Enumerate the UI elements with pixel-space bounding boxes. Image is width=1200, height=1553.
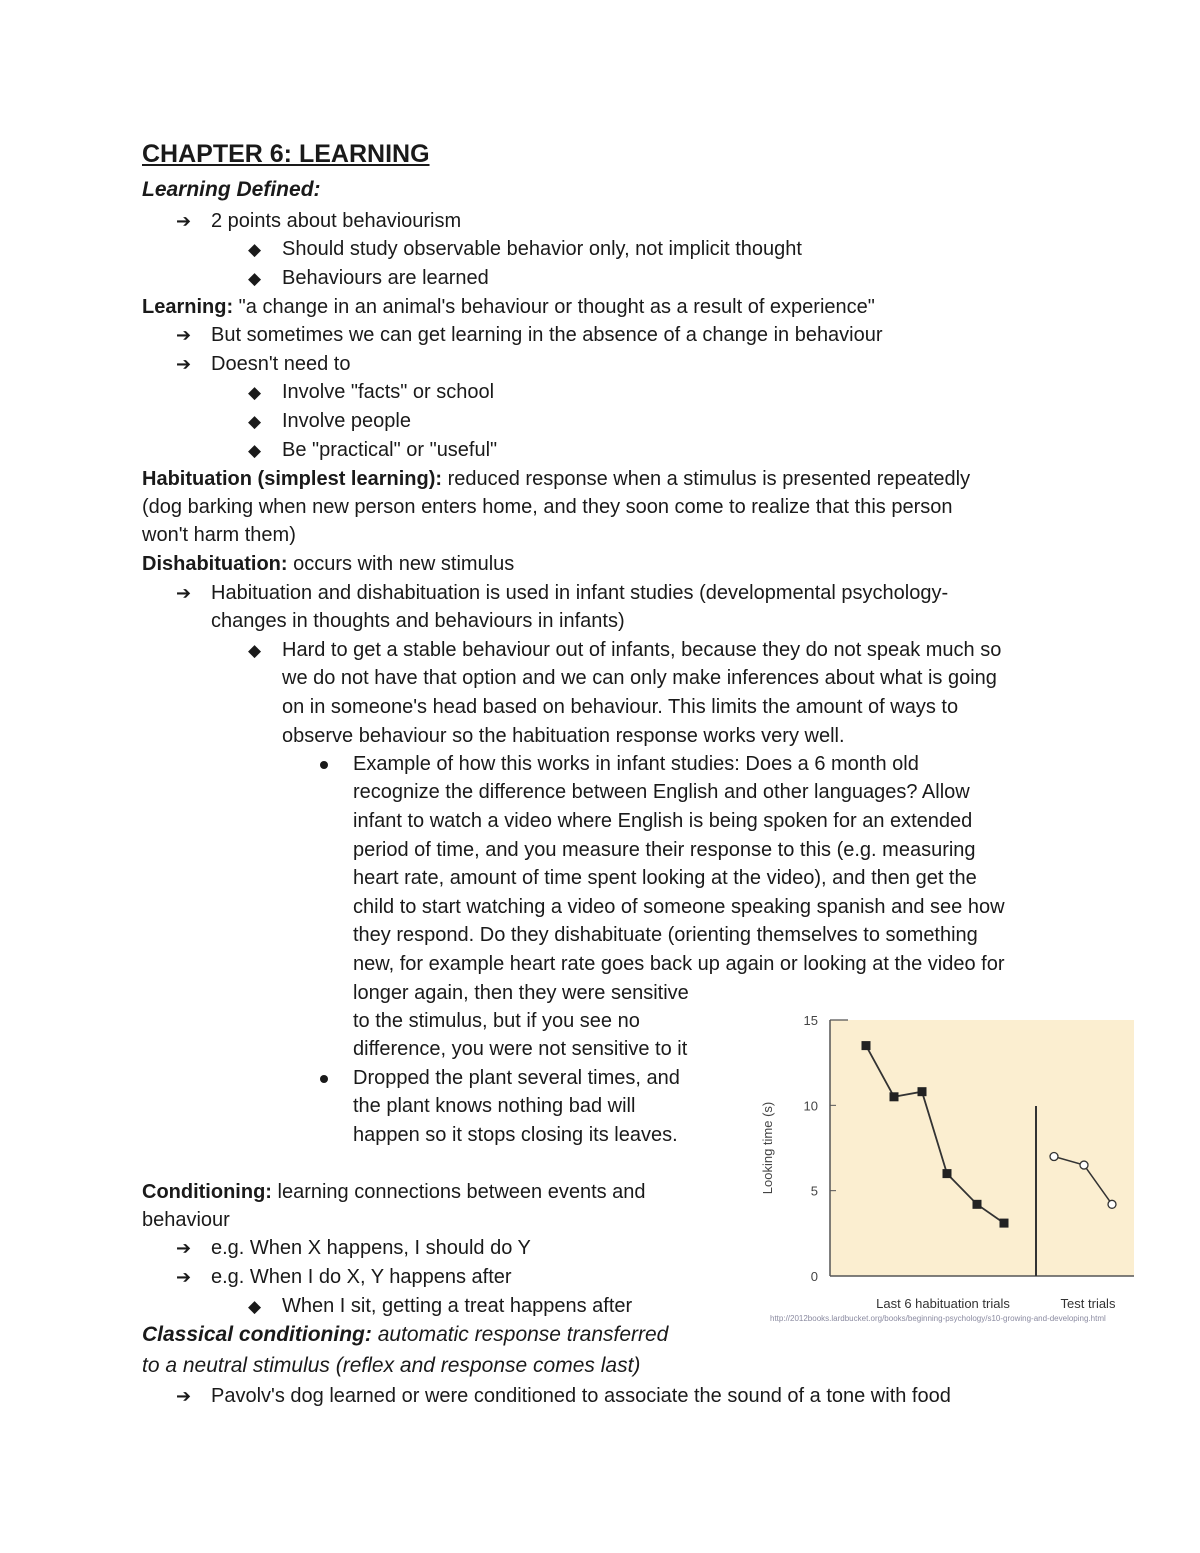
diamond-bullet-icon: ◆	[248, 383, 262, 402]
data-point-circle	[1050, 1153, 1058, 1161]
data-point-square	[973, 1200, 982, 1209]
definition-conditioning: Conditioning: learning connections between events and	[142, 1181, 646, 1203]
text-line: won't harm them)	[142, 524, 296, 546]
arrow-bullet-icon: ➔	[176, 1238, 192, 1258]
x-group-label: Test trials	[1060, 1296, 1116, 1311]
text-line: infant to watch a video where English is being spoken for an extended	[353, 810, 973, 832]
text-line: the plant knows nothing bad will	[353, 1095, 636, 1117]
list-item: ◆ Hard to get a stable behaviour out of infants, because they do not speak much so	[248, 639, 1002, 661]
text-line: to the stimulus, but if you see no	[353, 1010, 640, 1032]
list-item: ◆ Be "practical" or "useful"	[248, 439, 498, 461]
diamond-bullet-icon: ◆	[248, 441, 262, 460]
text-line: to a neutral stimulus (reflex and response comes last)	[142, 1354, 641, 1377]
text-line: Dropped the plant several times, and	[353, 1067, 680, 1089]
text-line: they respond. Do they dishabituate (orienting themselves to something	[353, 924, 978, 946]
text-line: period of time, and you measure their response to this (e.g. measuring	[353, 839, 976, 861]
text-line: heart rate, amount of time spent looking at the video), and then get the	[353, 867, 977, 889]
y-tick-label: 10	[803, 1098, 818, 1114]
text-line: longer again, then they were sensitive	[353, 982, 689, 1004]
text-line: we do not have that option and we can only make inferences about what is going	[282, 667, 997, 689]
text-line: observe behaviour so the habituation response works very well.	[282, 725, 845, 747]
diamond-bullet-icon: ◆	[248, 641, 262, 660]
list-item: ◆ Involve people	[248, 410, 411, 432]
list-item: ➔ Habituation and dishabituation is used in infant studies (developmental psychology-	[176, 582, 949, 604]
text-line: new, for example heart rate goes back up again or looking at the video for	[353, 953, 1005, 975]
y-axis-label: Looking time (s)	[760, 1101, 775, 1195]
text-line: child to start watching a video of someone speaking spanish and see how	[353, 896, 1005, 918]
habituation-chart	[748, 1004, 1158, 1314]
y-tick-label: 15	[803, 1013, 818, 1028]
list-item: ◆ When I sit, getting a treat happens after	[248, 1295, 633, 1317]
list-item: ◆ Behaviours are learned	[248, 267, 489, 289]
text-line: Example of how this works in infant studies: Does a 6 month old	[353, 753, 919, 775]
list-item: ◆ Involve "facts" or school	[248, 381, 495, 403]
definition-dishabituation: Dishabituation: occurs with new stimulus	[142, 553, 515, 575]
diamond-bullet-icon: ◆	[248, 269, 262, 288]
arrow-bullet-icon: ➔	[176, 1267, 192, 1287]
data-point-square	[862, 1041, 871, 1050]
data-point-square	[943, 1169, 952, 1178]
text-line: changes in thoughts and behaviours in infants)	[211, 610, 625, 632]
diamond-bullet-icon: ◆	[248, 1297, 262, 1316]
arrow-bullet-icon: ➔	[176, 583, 192, 603]
data-point-circle	[1108, 1200, 1116, 1208]
definition-learning: Learning: "a change in an animal's behaviour or thought as a result of experience"	[142, 296, 875, 318]
list-item: ➔ e.g. When X happens, I should do Y	[176, 1237, 531, 1259]
data-point-circle	[1080, 1161, 1088, 1169]
data-point-square	[890, 1092, 899, 1101]
list-item: ➔ e.g. When I do X, Y happens after	[176, 1266, 512, 1288]
arrow-bullet-icon: ➔	[176, 325, 192, 345]
text-line: difference, you were not sensitive to it	[353, 1038, 688, 1060]
x-group-label: Last 6 habituation trials	[876, 1296, 1010, 1311]
definition-habituation: Habituation (simplest learning): reduced response when a stimulus is presented repeatedly	[142, 468, 971, 490]
y-tick-label: 5	[810, 1183, 818, 1199]
list-item: ➔ Doesn't need to	[176, 353, 351, 375]
text-line: recognize the difference between English and other languages? Allow	[353, 781, 970, 803]
circle-bullet-icon	[320, 1075, 328, 1083]
list-item: ➔ 2 points about behaviourism	[176, 210, 462, 232]
plot-background	[830, 1020, 1134, 1276]
list-item: ➔ Pavolv's dog learned or were conditioned to associate the sound of a tone with food	[176, 1385, 951, 1407]
diamond-bullet-icon: ◆	[248, 412, 262, 431]
y-tick-label: 0	[810, 1269, 818, 1284]
text-line: behaviour	[142, 1209, 230, 1231]
definition-classical-conditioning: Classical conditioning: automatic response transferred	[142, 1323, 669, 1346]
chart-caption: http://2012books.lardbucket.org/books/beginning-psychology/s10-growing-and-developing.html	[770, 1314, 1106, 1323]
section-heading-learning-defined: Learning Defined:	[142, 178, 321, 201]
text-line: happen so it stops closing its leaves.	[353, 1124, 678, 1146]
page-title: CHAPTER 6: LEARNING	[142, 140, 430, 168]
list-item: ➔ But sometimes we can get learning in the absence of a change in behaviour	[176, 324, 883, 346]
data-point-square	[1000, 1219, 1009, 1228]
arrow-bullet-icon: ➔	[176, 1386, 192, 1406]
data-point-square	[918, 1087, 927, 1096]
circle-bullet-icon	[320, 761, 328, 769]
arrow-bullet-icon: ➔	[176, 354, 192, 374]
text-line: on in someone's head based on behaviour. This limits the amount of ways to	[282, 696, 959, 718]
text-line: (dog barking when new person enters home, and they soon come to realize that this person	[142, 496, 953, 518]
arrow-bullet-icon: ➔	[176, 211, 192, 231]
list-item: ◆ Should study observable behavior only, not implicit thought	[248, 238, 802, 260]
diamond-bullet-icon: ◆	[248, 240, 262, 259]
